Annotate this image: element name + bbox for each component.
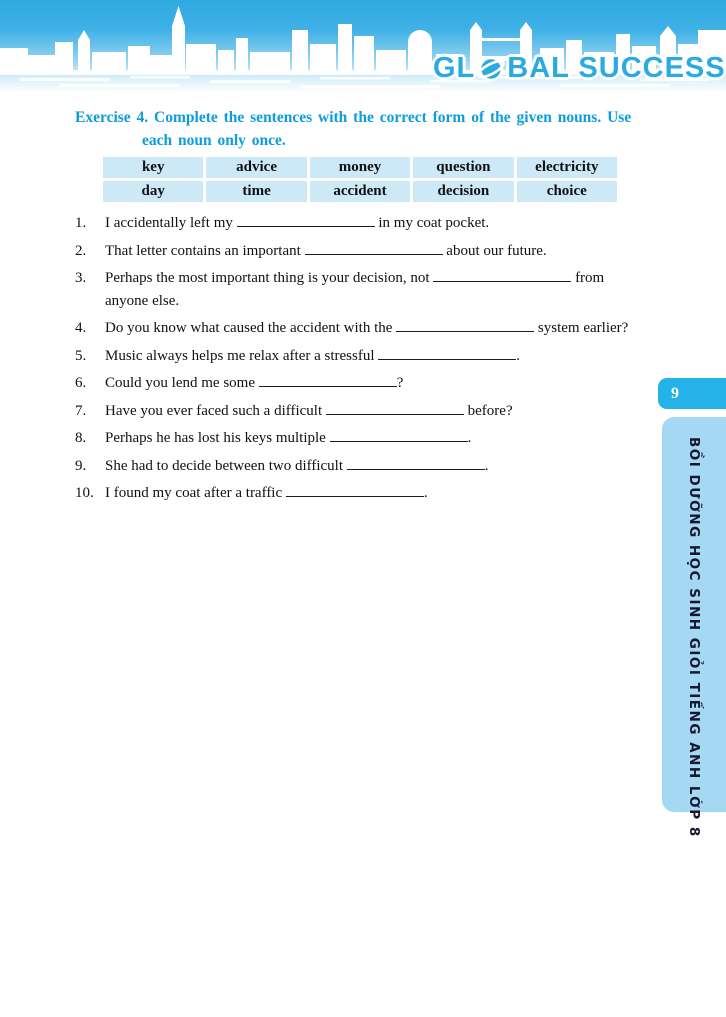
- sentence-item: [75, 427, 671, 450]
- exercise-title-line1: Exercise 4. Complete the sentences with the correct form of the given nouns. Use: [75, 109, 632, 126]
- noun-cell: key: [103, 157, 203, 178]
- page-header: [0, 0, 726, 100]
- sentence-number: 1.: [75, 215, 87, 231]
- sentence-number: 2.: [75, 242, 87, 259]
- sentence-text: Have you ever faced such a difficult before?: [105, 402, 513, 419]
- logo-text-left: GL: [433, 52, 476, 84]
- city-skyline-art: [0, 0, 726, 100]
- sentence-item: [75, 482, 671, 505]
- sentence-number: 4.: [75, 320, 87, 336]
- noun-cell: question: [413, 157, 513, 178]
- sentence-number: 6.: [75, 375, 87, 391]
- noun-cell: time: [206, 181, 306, 202]
- answer-blank[interactable]: [305, 252, 443, 255]
- noun-cell: money: [310, 157, 410, 178]
- sentence-item: [75, 317, 671, 340]
- sentence-text: Do you know what caused the accident with the system earlier?: [105, 320, 629, 336]
- sentence-text: That letter contains an important about our future.: [105, 242, 547, 259]
- sentence-number: 10.: [75, 485, 94, 501]
- page-number: 9: [671, 385, 679, 402]
- sentence-number: 8.: [75, 430, 87, 446]
- global-success-logo: [433, 52, 726, 85]
- sentence-text: Music always helps me relax after a stressful .: [105, 347, 520, 364]
- answer-blank[interactable]: [347, 467, 485, 470]
- noun-cell: advice: [206, 157, 306, 178]
- sentence-number: 7.: [75, 402, 87, 419]
- answer-blank[interactable]: [330, 439, 468, 442]
- series-title: BỒI DƯỠNG HỌC SINH GIỎI TIẾNG ANH LỚP 8: [686, 437, 702, 838]
- sentence-item: [75, 455, 671, 478]
- answer-blank[interactable]: [259, 384, 397, 387]
- logo-text-right: BAL SUCCESS: [507, 52, 726, 84]
- sentence-item: [75, 267, 671, 312]
- noun-cell: day: [103, 181, 203, 202]
- exercise-title-line2: each noun only once.: [142, 132, 286, 149]
- sentence-text: I accidentally left my in my coat pocket.: [105, 215, 490, 231]
- answer-blank[interactable]: [396, 329, 534, 332]
- sentence-item: [75, 400, 671, 423]
- answer-blank[interactable]: [286, 494, 424, 497]
- noun-cell: accident: [310, 181, 410, 202]
- noun-cell: choice: [517, 181, 617, 202]
- sentence-item: [75, 345, 671, 368]
- answer-blank[interactable]: [378, 357, 516, 360]
- noun-cell: electricity: [517, 157, 617, 178]
- sentence-text: I found my coat after a traffic .: [105, 485, 428, 501]
- noun-word-bank-table: [103, 157, 617, 202]
- page-number-tab: [658, 378, 726, 409]
- sentence-text: Perhaps the most important thing is your decision, not from anyone else.: [105, 270, 605, 309]
- sentence-item: [75, 240, 671, 263]
- answer-blank[interactable]: [326, 412, 464, 415]
- noun-cell: decision: [413, 181, 513, 202]
- sentence-text: She had to decide between two difficult .: [105, 457, 489, 474]
- answer-blank[interactable]: [237, 224, 375, 227]
- sentence-list: [75, 212, 671, 510]
- sentence-item: [75, 372, 671, 395]
- series-side-panel: [662, 417, 726, 838]
- exercise-title: [75, 106, 671, 152]
- sentence-number: 5.: [75, 347, 87, 364]
- sentence-text: Could you lend me some ?: [105, 375, 404, 391]
- sentence-number: 3.: [75, 270, 87, 286]
- answer-blank[interactable]: [433, 279, 571, 282]
- sentence-text: Perhaps he has lost his keys multiple .: [105, 430, 472, 446]
- globe-icon: [476, 54, 506, 84]
- sentence-item: [75, 212, 671, 235]
- sentence-number: 9.: [75, 457, 87, 474]
